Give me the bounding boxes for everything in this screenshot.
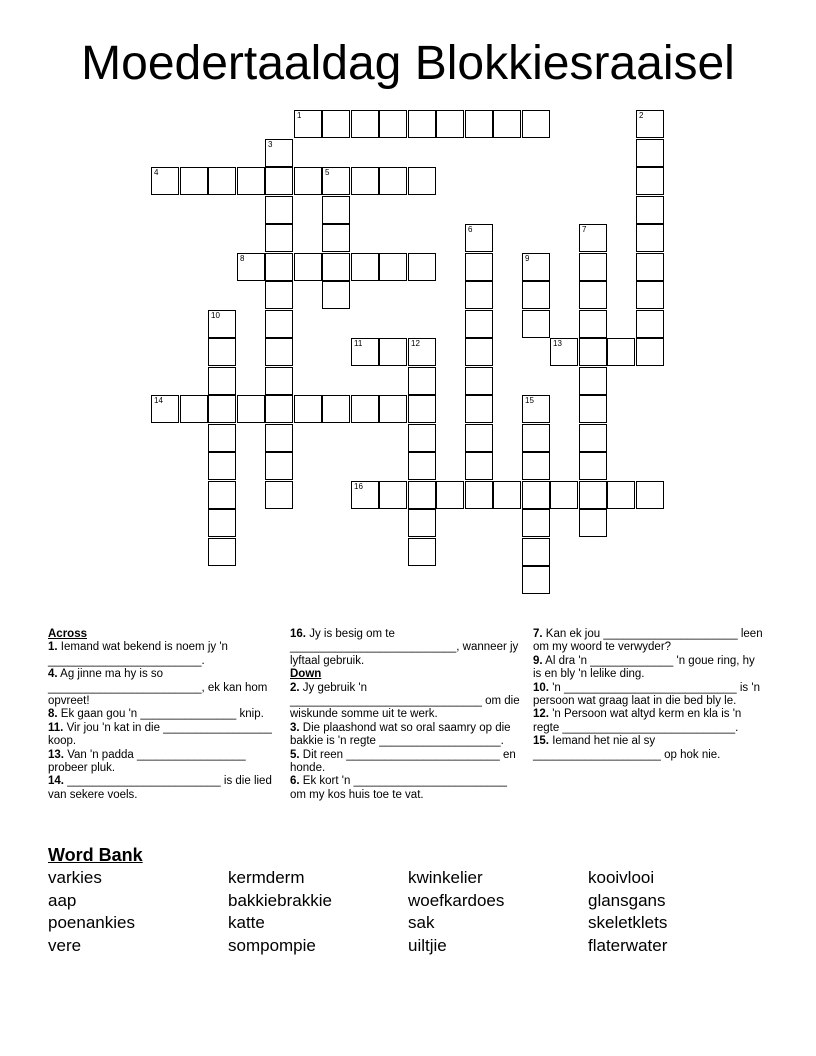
crossword-cell[interactable] (208, 538, 236, 566)
clue-across-1: 1. Iemand wat bekend is noem jy 'n ________________________. (48, 641, 228, 667)
crossword-cell[interactable] (550, 338, 578, 366)
word-bank-item: kooivlooi (588, 868, 655, 887)
crossword-cell[interactable] (408, 424, 436, 452)
crossword-cell[interactable] (465, 424, 493, 452)
clue-number: 6 (468, 225, 473, 234)
crossword-cell[interactable] (465, 310, 493, 338)
crossword-cell[interactable] (579, 281, 607, 309)
crossword-cell[interactable] (579, 224, 607, 252)
crossword-cell[interactable] (465, 281, 493, 309)
crossword-cell[interactable] (465, 110, 493, 138)
word-bank-item: sak (408, 913, 435, 932)
crossword-cell[interactable] (408, 509, 436, 537)
crossword-cell[interactable] (379, 167, 407, 195)
clue-number: 12 (411, 339, 420, 348)
crossword-cell[interactable] (493, 110, 521, 138)
crossword-cell[interactable] (208, 395, 236, 423)
crossword-cell[interactable] (180, 167, 208, 195)
crossword-cell[interactable] (322, 167, 350, 195)
crossword-cell[interactable] (351, 167, 379, 195)
crossword-cell[interactable] (351, 481, 379, 509)
crossword-cell[interactable] (408, 538, 436, 566)
word-bank-item: glansgans (588, 890, 666, 910)
word-bank-item: kwinkelier (408, 868, 483, 887)
crossword-cell[interactable] (579, 310, 607, 338)
crossword-cell[interactable] (636, 481, 664, 509)
crossword-cell[interactable] (522, 281, 550, 309)
clue-number: 4 (154, 168, 159, 177)
clue-across-14: 14. ________________________ is die lied van sekere voels. (48, 775, 272, 801)
crossword-cell[interactable] (636, 338, 664, 366)
clue-number: 15 (525, 396, 534, 405)
crossword-cell[interactable] (408, 167, 436, 195)
clue-across-4: 4. Ag jinne ma hy is so ________________________, ek kan hom opvreet! (48, 668, 268, 708)
crossword-cell[interactable] (522, 424, 550, 452)
clue-number: 11 (354, 339, 363, 348)
crossword-cell[interactable] (522, 253, 550, 281)
crossword-cell[interactable] (151, 395, 179, 423)
word-bank-item: woefkardoes (408, 890, 505, 910)
word-bank-title: Word Bank (48, 845, 143, 865)
clue-down-15: 15. Iemand het nie al sy ____________________ op hok nie. (533, 735, 721, 761)
crossword-cell[interactable] (636, 110, 664, 138)
crossword-cell[interactable] (265, 395, 293, 423)
word-bank-item: aap (48, 890, 77, 910)
clue-number: 13 (553, 339, 562, 348)
word-bank-item: sompompie (228, 935, 316, 955)
crossword-cell[interactable] (322, 224, 350, 252)
crossword-cell[interactable] (465, 367, 493, 395)
crossword-cell[interactable] (408, 395, 436, 423)
crossword-cell[interactable] (322, 281, 350, 309)
crossword-cell[interactable] (237, 395, 265, 423)
clue-down-7: 7. Kan ek jou _____________________ leen om my woord te verwyder? (533, 628, 763, 654)
clue-column-1 (48, 628, 280, 802)
across-heading: Across (48, 628, 87, 640)
crossword-cell[interactable] (208, 424, 236, 452)
crossword-cell[interactable] (493, 481, 521, 509)
crossword-cell[interactable] (465, 253, 493, 281)
crossword-cell[interactable] (636, 139, 664, 167)
crossword-cell[interactable] (408, 481, 436, 509)
crossword-cell[interactable] (522, 566, 550, 594)
crossword-cell[interactable] (465, 452, 493, 480)
crossword-cell[interactable] (294, 253, 322, 281)
crossword-cell[interactable] (408, 452, 436, 480)
clue-across-16: 16. Jy is besig om te __________________________, wanneer jy lyftaal gebruik. (290, 628, 519, 667)
crossword-cell[interactable] (208, 509, 236, 537)
crossword-cell[interactable] (379, 253, 407, 281)
clue-number: 16 (354, 482, 363, 491)
crossword-cell[interactable] (436, 110, 464, 138)
clue-down-2: 2. Jy gebruik 'n ______________________________ om die wiskunde somme uit te werk. (290, 681, 520, 721)
crossword-cell[interactable] (579, 424, 607, 452)
crossword-cell[interactable] (465, 481, 493, 509)
word-bank-item: uiltjie (408, 935, 447, 955)
crossword-cell[interactable] (550, 481, 578, 509)
crossword-cell[interactable] (408, 338, 436, 366)
word-bank-item: kermderm (228, 868, 305, 887)
crossword-cell[interactable] (351, 253, 379, 281)
crossword-cell[interactable] (322, 395, 350, 423)
down-heading: Down (290, 668, 322, 681)
crossword-cell[interactable] (351, 395, 379, 423)
crossword-cell[interactable] (579, 395, 607, 423)
crossword-cell[interactable] (265, 167, 293, 195)
crossword-cell[interactable] (294, 167, 322, 195)
clue-across-13: 13. Van 'n padda _________________ probeer pluk. (48, 748, 246, 775)
crossword-cell[interactable] (379, 338, 407, 366)
clue-down-5: 5. Dit reen ________________________ en honde. (290, 748, 516, 775)
crossword-cell[interactable] (208, 452, 236, 480)
crossword-cell[interactable] (265, 424, 293, 452)
crossword-cell[interactable] (408, 110, 436, 138)
crossword-cell[interactable] (465, 224, 493, 252)
crossword-cell[interactable] (265, 367, 293, 395)
crossword-cell[interactable] (522, 310, 550, 338)
word-bank-item: flaterwater (588, 935, 668, 955)
clue-number: 14 (154, 396, 163, 405)
clue-across-8: 8. Ek gaan gou 'n _______________ knip. (48, 708, 264, 721)
crossword-cell[interactable] (208, 367, 236, 395)
crossword-cell[interactable] (322, 196, 350, 224)
clue-number: 10 (211, 311, 220, 320)
clue-number: 9 (525, 254, 530, 263)
crossword-cell[interactable] (579, 509, 607, 537)
clue-number: 7 (582, 225, 587, 234)
crossword-cell[interactable] (180, 395, 208, 423)
word-bank-item: varkies (48, 868, 102, 887)
crossword-cell[interactable] (351, 338, 379, 366)
crossword-cell[interactable] (579, 452, 607, 480)
crossword-cell[interactable] (265, 452, 293, 480)
crossword-cell[interactable] (522, 110, 550, 138)
clue-down-12: 12. 'n Persoon wat altyd kerm en kla is 'n regte ___________________________. (533, 708, 742, 734)
clue-column-3 (533, 628, 765, 762)
clue-across-11: 11. Vir jou 'n kat in die _________________ koop. (48, 721, 272, 748)
word-bank-item: vere (48, 935, 82, 955)
clue-number: 5 (325, 168, 330, 177)
clue-number: 3 (268, 140, 273, 149)
crossword-cell[interactable] (294, 110, 322, 138)
crossword-cell[interactable] (208, 167, 236, 195)
crossword-cell[interactable] (579, 481, 607, 509)
crossword-cell[interactable] (208, 481, 236, 509)
crossword-cell[interactable] (636, 196, 664, 224)
crossword-cell[interactable] (265, 338, 293, 366)
crossword-cell[interactable] (265, 196, 293, 224)
crossword-cell[interactable] (522, 395, 550, 423)
clue-number: 2 (639, 111, 644, 120)
crossword-cell[interactable] (408, 253, 436, 281)
crossword-cell[interactable] (579, 338, 607, 366)
word-bank-item: poenankies (48, 913, 135, 932)
crossword-cell[interactable] (636, 310, 664, 338)
clue-down-9: 9. Al dra 'n _____________ 'n goue ring, hy is en bly 'n lelike ding. (533, 654, 755, 681)
crossword-cell[interactable] (322, 110, 350, 138)
crossword-cell[interactable] (522, 452, 550, 480)
crossword-cell[interactable] (265, 139, 293, 167)
clue-column-2 (290, 628, 522, 802)
word-bank-item: katte (228, 913, 265, 932)
crossword-cell[interactable] (408, 367, 436, 395)
crossword-cell[interactable] (636, 224, 664, 252)
crossword-cell[interactable] (436, 481, 464, 509)
word-bank-item: skeletklets (588, 913, 668, 932)
crossword-cell[interactable] (265, 310, 293, 338)
crossword-cell[interactable] (522, 538, 550, 566)
crossword-cell[interactable] (379, 481, 407, 509)
crossword-cell[interactable] (522, 509, 550, 537)
crossword-cell[interactable] (208, 310, 236, 338)
crossword-cell[interactable] (151, 167, 179, 195)
crossword-cell[interactable] (265, 281, 293, 309)
clue-number: 1 (297, 111, 302, 120)
crossword-cell[interactable] (579, 367, 607, 395)
crossword-cell[interactable] (522, 481, 550, 509)
crossword-cell[interactable] (322, 253, 350, 281)
clue-down-10: 10. 'n ___________________________ is 'n persoon wat graag laat in die bed bly le. (533, 681, 760, 708)
crossword-cell[interactable] (265, 224, 293, 252)
crossword-cell[interactable] (607, 338, 635, 366)
crossword-cell[interactable] (265, 253, 293, 281)
crossword-cell[interactable] (465, 338, 493, 366)
crossword-cell[interactable] (294, 395, 322, 423)
crossword-cell[interactable] (607, 481, 635, 509)
page-title: Moedertaaldag Blokkiesraaisel (81, 37, 735, 90)
clue-down-6: 6. Ek kort 'n ________________________ om my kos huis toe te vat. (290, 775, 508, 801)
crossword-cell[interactable] (265, 481, 293, 509)
crossword-cell[interactable] (208, 338, 236, 366)
crossword-cell[interactable] (636, 167, 664, 195)
crossword-cell[interactable] (465, 395, 493, 423)
crossword-cell[interactable] (636, 281, 664, 309)
crossword-cell[interactable] (379, 395, 407, 423)
clue-down-3: 3. Die plaashond wat so oral saamry op die bakkie is 'n regte ___________________. (290, 721, 511, 748)
word-bank-item: bakkiebrakkie (228, 890, 332, 910)
clue-number: 8 (240, 254, 245, 263)
crossword-cell[interactable] (379, 110, 407, 138)
crossword-cell[interactable] (351, 110, 379, 138)
crossword-cell[interactable] (636, 253, 664, 281)
crossword-cell[interactable] (579, 253, 607, 281)
crossword-cell[interactable] (237, 167, 265, 195)
crossword-cell[interactable] (237, 253, 265, 281)
